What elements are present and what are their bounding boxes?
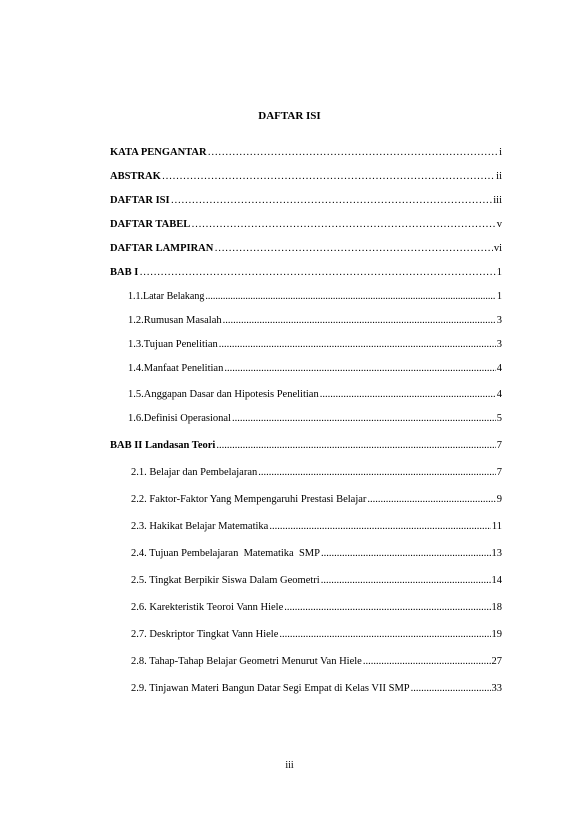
toc-entry-label: BAB I xyxy=(110,267,139,278)
toc-entry-2-7[interactable] xyxy=(131,628,502,642)
toc-entry-label: 2.6. Karekteristik Teoroi Vann Hiele xyxy=(131,602,284,613)
toc-entry-label: 2.9. Tinjawan Materi Bangun Datar Segi Empat di Kelas VII SMP xyxy=(131,683,410,694)
toc-entry-abstrak[interactable] xyxy=(110,170,502,184)
toc-entry-bab-2[interactable] xyxy=(110,439,502,453)
toc-entry-page: 4 xyxy=(496,389,502,400)
dot-leader xyxy=(284,601,490,615)
toc-entry-page: 33 xyxy=(491,683,502,694)
dot-leader xyxy=(269,520,491,534)
dot-leader xyxy=(219,338,496,352)
toc-entry-label: 2.4. Tujuan Pembelajaran Matematika SMP xyxy=(131,548,320,559)
toc-entry-page: 19 xyxy=(491,629,502,640)
dot-leader xyxy=(258,466,496,480)
toc-entry-page: vi xyxy=(493,243,502,254)
toc-entry-bab-1[interactable] xyxy=(110,266,502,280)
dot-leader xyxy=(224,362,495,376)
toc-entry-2-5[interactable] xyxy=(131,574,502,588)
toc-entry-page: 7 xyxy=(496,440,502,451)
toc-entry-label: 2.3. Hakikat Belajar Matematika xyxy=(131,521,269,532)
toc-entry-1-2[interactable] xyxy=(128,314,502,328)
toc-entry-label: 2.7. Deskriptor Tingkat Vann Hiele xyxy=(131,629,279,640)
toc-entry-page: 1 xyxy=(497,291,502,302)
page-title: DAFTAR ISI xyxy=(258,110,321,122)
dot-leader xyxy=(162,170,495,184)
toc-entry-page: 3 xyxy=(496,315,502,326)
toc-entry-1-3[interactable] xyxy=(128,338,502,352)
dot-leader xyxy=(411,682,491,696)
toc-entry-label: 1.6.Definisi Operasional xyxy=(128,413,231,424)
toc-entry-page: ii xyxy=(496,171,502,182)
toc-entry-page: 1 xyxy=(496,267,502,278)
toc-entry-2-1[interactable] xyxy=(131,466,502,480)
toc-entry-kata-pengantar[interactable] xyxy=(110,146,502,160)
toc-entry-page: 27 xyxy=(491,656,502,667)
dot-leader xyxy=(232,412,496,426)
dot-leader xyxy=(216,439,495,453)
toc-entry-label: DAFTAR TABEL xyxy=(110,219,191,230)
toc-entry-page: iii xyxy=(493,195,502,206)
toc-entry-label: 1.4.Manfaat Penelitian xyxy=(128,363,224,374)
toc-entry-2-4[interactable] xyxy=(131,547,502,561)
toc-entry-2-9[interactable] xyxy=(131,682,502,696)
toc-entry-label: 2.2. Faktor-Faktor Yang Mempengaruhi Prestasi Belajar xyxy=(131,494,367,505)
dot-leader xyxy=(320,388,496,402)
toc-entry-label: DAFTAR ISI xyxy=(110,195,170,206)
toc-entry-page: 13 xyxy=(491,548,502,559)
page-number: iii xyxy=(285,760,294,771)
toc-entry-page: 9 xyxy=(496,494,502,505)
toc-entry-2-3[interactable] xyxy=(131,520,502,534)
toc-entry-label: DAFTAR LAMPIRAN xyxy=(110,243,214,254)
toc-entry-page: 18 xyxy=(491,602,502,613)
toc-entry-label: BAB II Landasan Teori xyxy=(110,440,216,451)
toc-entry-label: KATA PENGANTAR xyxy=(110,147,207,158)
toc-entry-label: ABSTRAK xyxy=(110,171,161,182)
dot-leader xyxy=(208,146,499,160)
dot-leader xyxy=(367,493,495,507)
toc-entry-1-6[interactable] xyxy=(128,412,502,426)
toc-entry-page: 5 xyxy=(496,413,502,424)
toc-entry-page: 7 xyxy=(496,467,502,478)
toc-entry-page: 11 xyxy=(491,521,502,532)
toc-entry-label: 1.3.Tujuan Penelitian xyxy=(128,339,218,350)
toc-entry-page: v xyxy=(496,219,502,230)
toc-entry-label: 1.1.Latar Belakang xyxy=(128,291,205,302)
toc-entry-2-2[interactable] xyxy=(131,493,502,507)
dot-leader xyxy=(363,655,491,669)
toc-entry-page: 3 xyxy=(496,339,502,350)
toc-entry-1-4[interactable] xyxy=(128,362,502,376)
dot-leader xyxy=(214,242,492,256)
toc-entry-daftar-lampiran[interactable] xyxy=(110,242,502,256)
toc-entry-2-8[interactable] xyxy=(131,655,502,669)
toc-entry-label: 2.5. Tingkat Berpikir Siswa Dalam Geometri xyxy=(131,575,320,586)
toc-entry-label: 1.5.Anggapan Dasar dan Hipotesis Penelitian xyxy=(128,389,319,400)
dot-leader xyxy=(321,574,491,588)
toc-entry-label: 2.8. Tahap-Tahap Belajar Geometri Menurut Van Hiele xyxy=(131,656,362,667)
toc-entry-daftar-isi[interactable] xyxy=(110,194,502,208)
toc-entry-1-5[interactable] xyxy=(128,388,502,402)
dot-leader xyxy=(279,628,490,642)
toc-entry-label: 2.1. Belajar dan Pembelajaran xyxy=(131,467,258,478)
dot-leader xyxy=(321,547,491,561)
toc-entry-label: 1.2.Rumusan Masalah xyxy=(128,315,222,326)
toc-entry-page: 4 xyxy=(496,363,502,374)
toc-entry-2-6[interactable] xyxy=(131,601,502,615)
toc-entry-daftar-tabel[interactable] xyxy=(110,218,502,232)
dot-leader xyxy=(205,290,496,304)
dot-leader xyxy=(171,194,493,208)
dot-leader xyxy=(223,314,496,328)
toc-entry-page: 14 xyxy=(491,575,502,586)
dot-leader xyxy=(139,266,495,280)
dot-leader xyxy=(191,218,496,232)
toc-entry-1-1[interactable] xyxy=(128,290,502,304)
toc-entry-page: i xyxy=(499,147,502,158)
